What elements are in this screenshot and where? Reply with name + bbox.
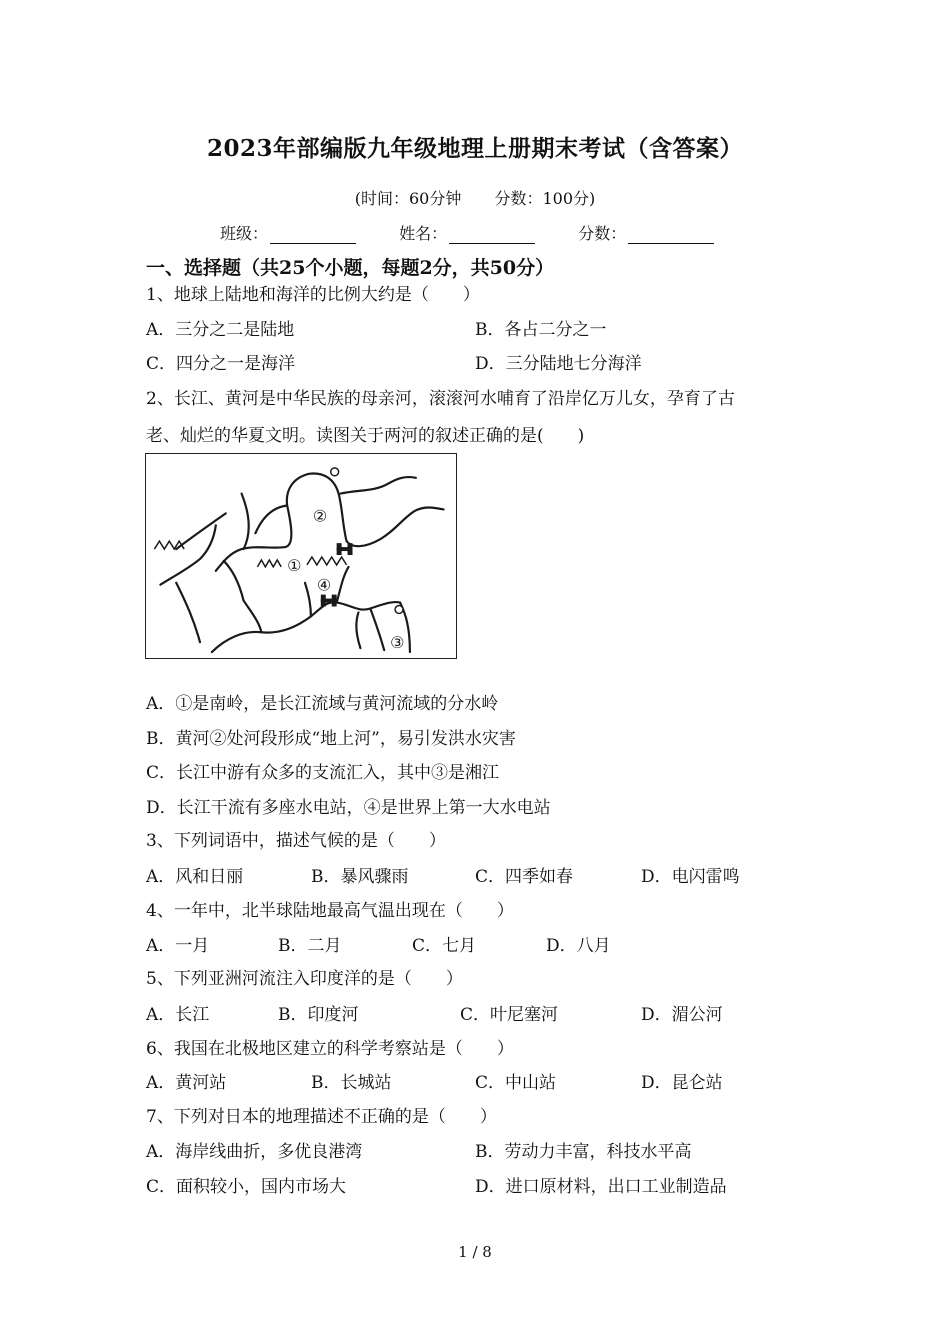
q4-stem: 4、一年中，北半球陆地最高气温出现在（ ） (146, 901, 514, 921)
q2-option-a[interactable]: A．①是南岭，是长江流域与黄河流域的分水岭 (146, 694, 499, 714)
q2-option-c[interactable]: C．长江中游有众多的支流汇入，其中③是湘江 (146, 763, 500, 783)
q7-option-a[interactable]: A．海岸线曲折，多优良港湾 (146, 1142, 363, 1162)
exam-info (0, 186, 950, 209)
q1-option-b[interactable]: B．各占二分之一 (475, 320, 607, 340)
exam-time: (时间：60分钟 (354, 189, 462, 208)
q3-option-d[interactable]: D．电闪雷鸣 (641, 867, 740, 887)
q4-option-b[interactable]: B．二月 (278, 936, 342, 956)
q5-option-c[interactable]: C．叶尼塞河 (460, 1005, 559, 1025)
section-heading: 一、选择题（共25个小题，每题2分，共50分） (146, 257, 555, 279)
name-label: 姓名： (399, 224, 448, 243)
q4-option-d[interactable]: D．八月 (546, 936, 611, 956)
score-blank[interactable] (628, 227, 714, 244)
q4-option-a[interactable]: A．一月 (146, 936, 210, 956)
q7-option-b[interactable]: B．劳动力丰富，科技水平高 (475, 1142, 692, 1162)
map-label-3: ③ (390, 633, 405, 653)
exam-score: 分数：100分) (494, 189, 596, 208)
name-field[interactable] (399, 221, 535, 244)
score-label: 分数： (578, 224, 627, 243)
q6-option-b[interactable]: B．长城站 (311, 1073, 392, 1093)
q3-option-a[interactable]: A．风和日丽 (146, 867, 244, 887)
page-number: 1 / 8 (458, 1243, 492, 1261)
q2-option-b[interactable]: B．黄河②处河段形成“地上河”，易引发洪水灾害 (146, 729, 516, 749)
q2-option-d[interactable]: D．长江干流有多座水电站，④是世界上第一大水电站 (146, 798, 551, 818)
q7-option-d[interactable]: D．进口原材料，出口工业制造品 (475, 1177, 727, 1197)
rivers-map (145, 453, 457, 659)
class-field[interactable] (220, 221, 356, 244)
q1-stem: 1、地球上陆地和海洋的比例大约是（ ） (146, 285, 480, 305)
class-label: 班级： (220, 224, 269, 243)
q7-option-c[interactable]: C．面积较小，国内市场大 (146, 1177, 347, 1197)
q2-stem-line1: 2、长江、黄河是中华民族的母亲河，滚滚河水哺育了沿岸亿万儿女，孕育了古 (146, 389, 735, 409)
q3-option-c[interactable]: C．四季如春 (475, 867, 574, 887)
student-fields (220, 221, 752, 244)
q5-stem: 5、下列亚洲河流注入印度洋的是（ ） (146, 969, 463, 989)
q6-option-a[interactable]: A．黄河站 (146, 1073, 227, 1093)
q6-stem: 6、我国在北极地区建立的科学考察站是（ ） (146, 1039, 514, 1059)
map-label-1: ① (287, 555, 302, 575)
map-label-2: ② (312, 506, 328, 526)
q5-option-a[interactable]: A．长江 (146, 1005, 210, 1025)
q1-option-c[interactable]: C．四分之一是海洋 (146, 354, 296, 374)
score-field[interactable] (578, 221, 714, 244)
q6-option-d[interactable]: D．昆仑站 (641, 1073, 723, 1093)
q1-option-d[interactable]: D．三分陆地七分海洋 (475, 354, 642, 374)
map-label-4: ④ (316, 575, 332, 595)
q2-stem-line2: 老、灿烂的华夏文明。读图关于两河的叙述正确的是( ) (146, 426, 585, 446)
rivers-map-svg (146, 454, 456, 658)
page-title: 2023年部编版九年级地理上册期末考试（含答案） (206, 135, 743, 162)
q5-option-d[interactable]: D．湄公河 (641, 1005, 723, 1025)
q3-stem: 3、下列词语中，描述气候的是（ ） (146, 831, 446, 851)
q4-option-c[interactable]: C．七月 (412, 936, 477, 956)
q1-option-a[interactable]: A．三分之二是陆地 (146, 320, 295, 340)
q6-option-c[interactable]: C．中山站 (475, 1073, 557, 1093)
q3-option-b[interactable]: B．暴风骤雨 (311, 867, 409, 887)
q5-option-b[interactable]: B．印度河 (278, 1005, 359, 1025)
q7-stem: 7、下列对日本的地理描述不正确的是（ ） (146, 1107, 497, 1127)
class-blank[interactable] (270, 227, 356, 244)
name-blank[interactable] (449, 227, 535, 244)
